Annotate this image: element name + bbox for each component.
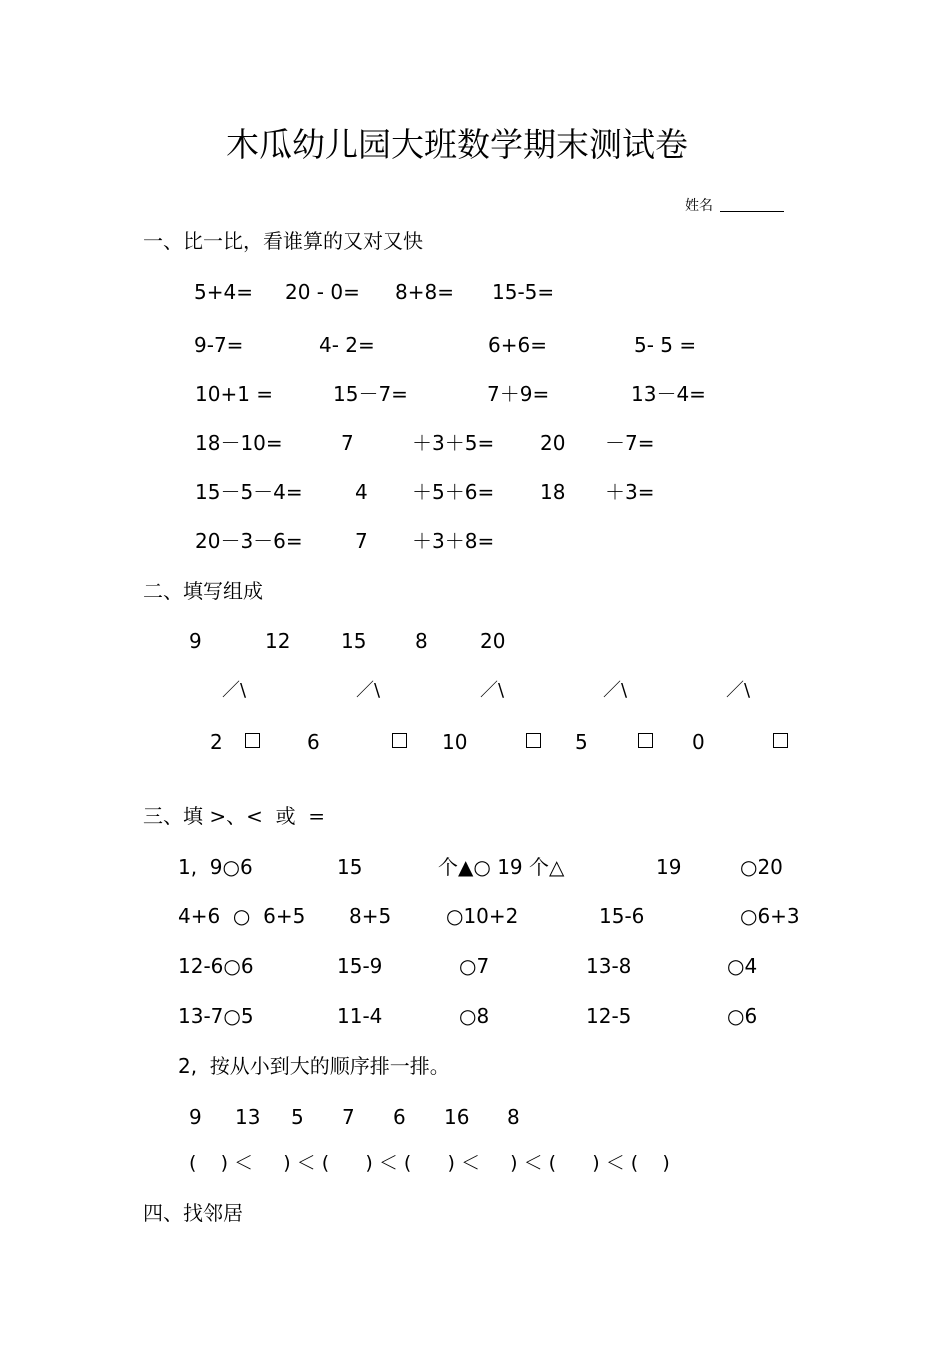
compare-item: 15-9 — [337, 954, 383, 978]
section4-heading: 四、找邻居 — [143, 1201, 243, 1225]
compare-item: ○6 — [727, 1004, 758, 1028]
page-title: 木瓜幼儿园大班数学期末测试卷 — [226, 125, 688, 164]
equation: 4 — [355, 480, 368, 504]
equation: 20－3－6= — [195, 529, 303, 553]
equation: 20 — [540, 431, 566, 455]
composition-number: 12 — [265, 629, 291, 653]
order-number: 8 — [507, 1105, 520, 1129]
composition-part: 0 — [692, 730, 705, 754]
equation: 13－4= — [631, 382, 706, 406]
order-number: 16 — [444, 1105, 470, 1129]
compare-item: 19 — [656, 855, 682, 879]
composition-number: 20 — [480, 629, 506, 653]
answer-box[interactable] — [245, 733, 260, 748]
composition-part: 2 — [210, 730, 223, 754]
composition-number: 8 — [415, 629, 428, 653]
compare-item: ○7 — [459, 954, 490, 978]
answer-box[interactable] — [773, 733, 788, 748]
order-number: 5 — [291, 1105, 304, 1129]
equation: －7= — [605, 431, 655, 455]
compare-item: 1, 9○6 — [178, 855, 253, 879]
name-label: 姓名 — [685, 198, 713, 214]
equation: 7 — [341, 431, 354, 455]
split-lines: ／\ — [222, 680, 247, 701]
composition-part: 10 — [442, 730, 468, 754]
compare-item: 12-6○6 — [178, 954, 254, 978]
compare-item: 个▲○ 19 个△ — [438, 855, 565, 879]
equation: ＋3＋5= — [412, 431, 495, 455]
order-number: 7 — [342, 1105, 355, 1129]
compare-item: ○6+3 — [740, 904, 800, 928]
equation: 7＋9= — [487, 382, 550, 406]
compare-item: ○4 — [727, 954, 758, 978]
equation: 6+6= — [488, 333, 547, 357]
section3-heading: 三、填 >、< 或 = — [143, 804, 326, 828]
order-number: 6 — [393, 1105, 406, 1129]
equation: 8+8= — [395, 280, 454, 304]
equation: 15－7= — [333, 382, 408, 406]
split-lines: ／\ — [356, 680, 381, 701]
order-number: 9 — [189, 1105, 202, 1129]
composition-number: 15 — [341, 629, 367, 653]
split-lines: ／\ — [726, 680, 751, 701]
equation: 18 — [540, 480, 566, 504]
compare-item: ○10+2 — [446, 904, 519, 928]
equation: 20 - 0= — [285, 280, 360, 304]
composition-part: 6 — [307, 730, 320, 754]
split-lines: ／\ — [480, 680, 505, 701]
equation: 15-5= — [492, 280, 555, 304]
composition-part: 5 — [575, 730, 588, 754]
answer-box[interactable] — [638, 733, 653, 748]
equation: 18－10= — [195, 431, 283, 455]
equation: 7 — [355, 529, 368, 553]
compare-item: ○20 — [740, 855, 783, 879]
answer-box[interactable] — [526, 733, 541, 748]
ordering-blanks[interactable]: ( ) ＜ ) ＜ ( ) ＜ ( ) ＜ ) ＜ ( ) ＜ ( ) — [189, 1152, 670, 1174]
equation: ＋5＋6= — [412, 480, 495, 504]
equation: 9-7= — [194, 333, 244, 357]
order-number: 13 — [235, 1105, 261, 1129]
compare-item: 13-8 — [586, 954, 632, 978]
equation: 4- 2= — [319, 333, 375, 357]
equation: 15－5－4= — [195, 480, 303, 504]
equation: ＋3＋8= — [412, 529, 495, 553]
answer-box[interactable] — [392, 733, 407, 748]
equation: ＋3= — [605, 480, 655, 504]
equation: 5+4= — [194, 280, 253, 304]
compare-item: ○8 — [459, 1004, 490, 1028]
ordering-question: 2, 按从小到大的顺序排一排。 — [178, 1054, 450, 1078]
compare-item: 11-4 — [337, 1004, 383, 1028]
compare-item: 12-5 — [586, 1004, 632, 1028]
compare-item: 15-6 — [599, 904, 645, 928]
section2-heading: 二、填写组成 — [143, 579, 263, 603]
section1-heading: 一、比一比，看谁算的又对又快 — [143, 229, 423, 253]
split-lines: ／\ — [603, 680, 628, 701]
compare-item: 8+5 — [349, 904, 392, 928]
composition-number: 9 — [189, 629, 202, 653]
equation: 10+1 = — [195, 382, 274, 406]
equation: 5- 5 = — [634, 333, 697, 357]
compare-item: 4+6 ○ 6+5 — [178, 904, 306, 928]
name-blank-line — [720, 211, 784, 212]
compare-item: 15 — [337, 855, 363, 879]
compare-item: 13-7○5 — [178, 1004, 254, 1028]
